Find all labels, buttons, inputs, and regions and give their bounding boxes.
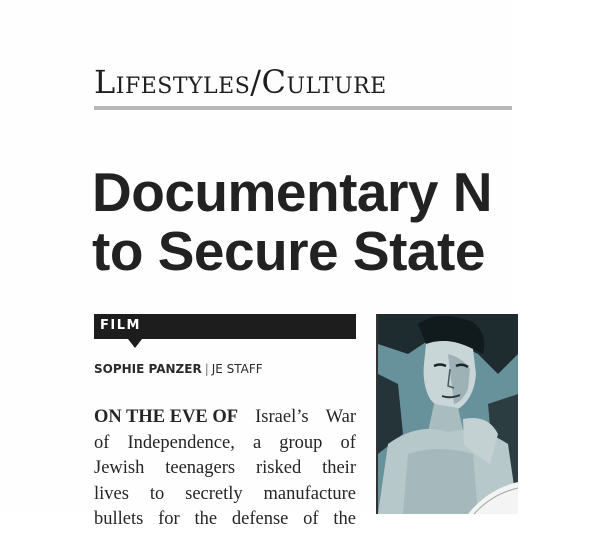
category-tag-label: FILM <box>100 318 141 333</box>
body-word: the <box>333 509 356 529</box>
tag-pointer-icon <box>128 339 142 348</box>
body-word: for <box>158 509 180 529</box>
body-word: Independence, <box>127 432 235 453</box>
body-word: teenagers <box>165 458 236 478</box>
body-word: a <box>252 432 262 453</box>
body-line <box>94 482 356 508</box>
byline-role: JE STAFF <box>211 362 263 376</box>
body-word: their <box>322 458 356 478</box>
body-line <box>94 431 356 457</box>
body-line <box>94 456 356 482</box>
byline-author: SOPHIE PANZER <box>94 362 202 376</box>
body-word: manufacture <box>263 483 356 504</box>
archival-photo-teenager-icon <box>376 314 518 514</box>
byline <box>94 362 263 376</box>
body-word: secretly <box>185 483 243 504</box>
body-word: lives <box>94 483 129 504</box>
headline-line-2: to Secure State <box>92 220 485 282</box>
body-line-partial <box>94 507 356 529</box>
body-word: Jewish <box>94 458 145 478</box>
body-word: defense <box>231 509 289 529</box>
section-title: Lifestyles/Culture <box>94 63 387 101</box>
article-headline <box>92 163 612 281</box>
body-word: the <box>194 509 218 529</box>
body-word: of <box>303 509 319 529</box>
byline-separator: | <box>204 362 209 376</box>
category-tag-bar <box>94 314 356 339</box>
body-word: War <box>325 407 356 427</box>
body-word: of <box>94 432 110 453</box>
headline-line-1: Documentary N <box>92 161 492 223</box>
body-word: risked <box>255 458 302 478</box>
body-word: Israel’s <box>255 407 309 427</box>
body-line <box>94 405 356 431</box>
article-body <box>94 405 356 529</box>
lede-text: ON THE EVE OF <box>94 407 239 427</box>
body-word: group <box>279 432 323 453</box>
body-word: to <box>149 483 165 504</box>
section-divider <box>94 106 512 110</box>
body-word: of <box>340 432 356 453</box>
body-word: bullets <box>94 509 144 529</box>
photo-illustration <box>378 314 518 514</box>
